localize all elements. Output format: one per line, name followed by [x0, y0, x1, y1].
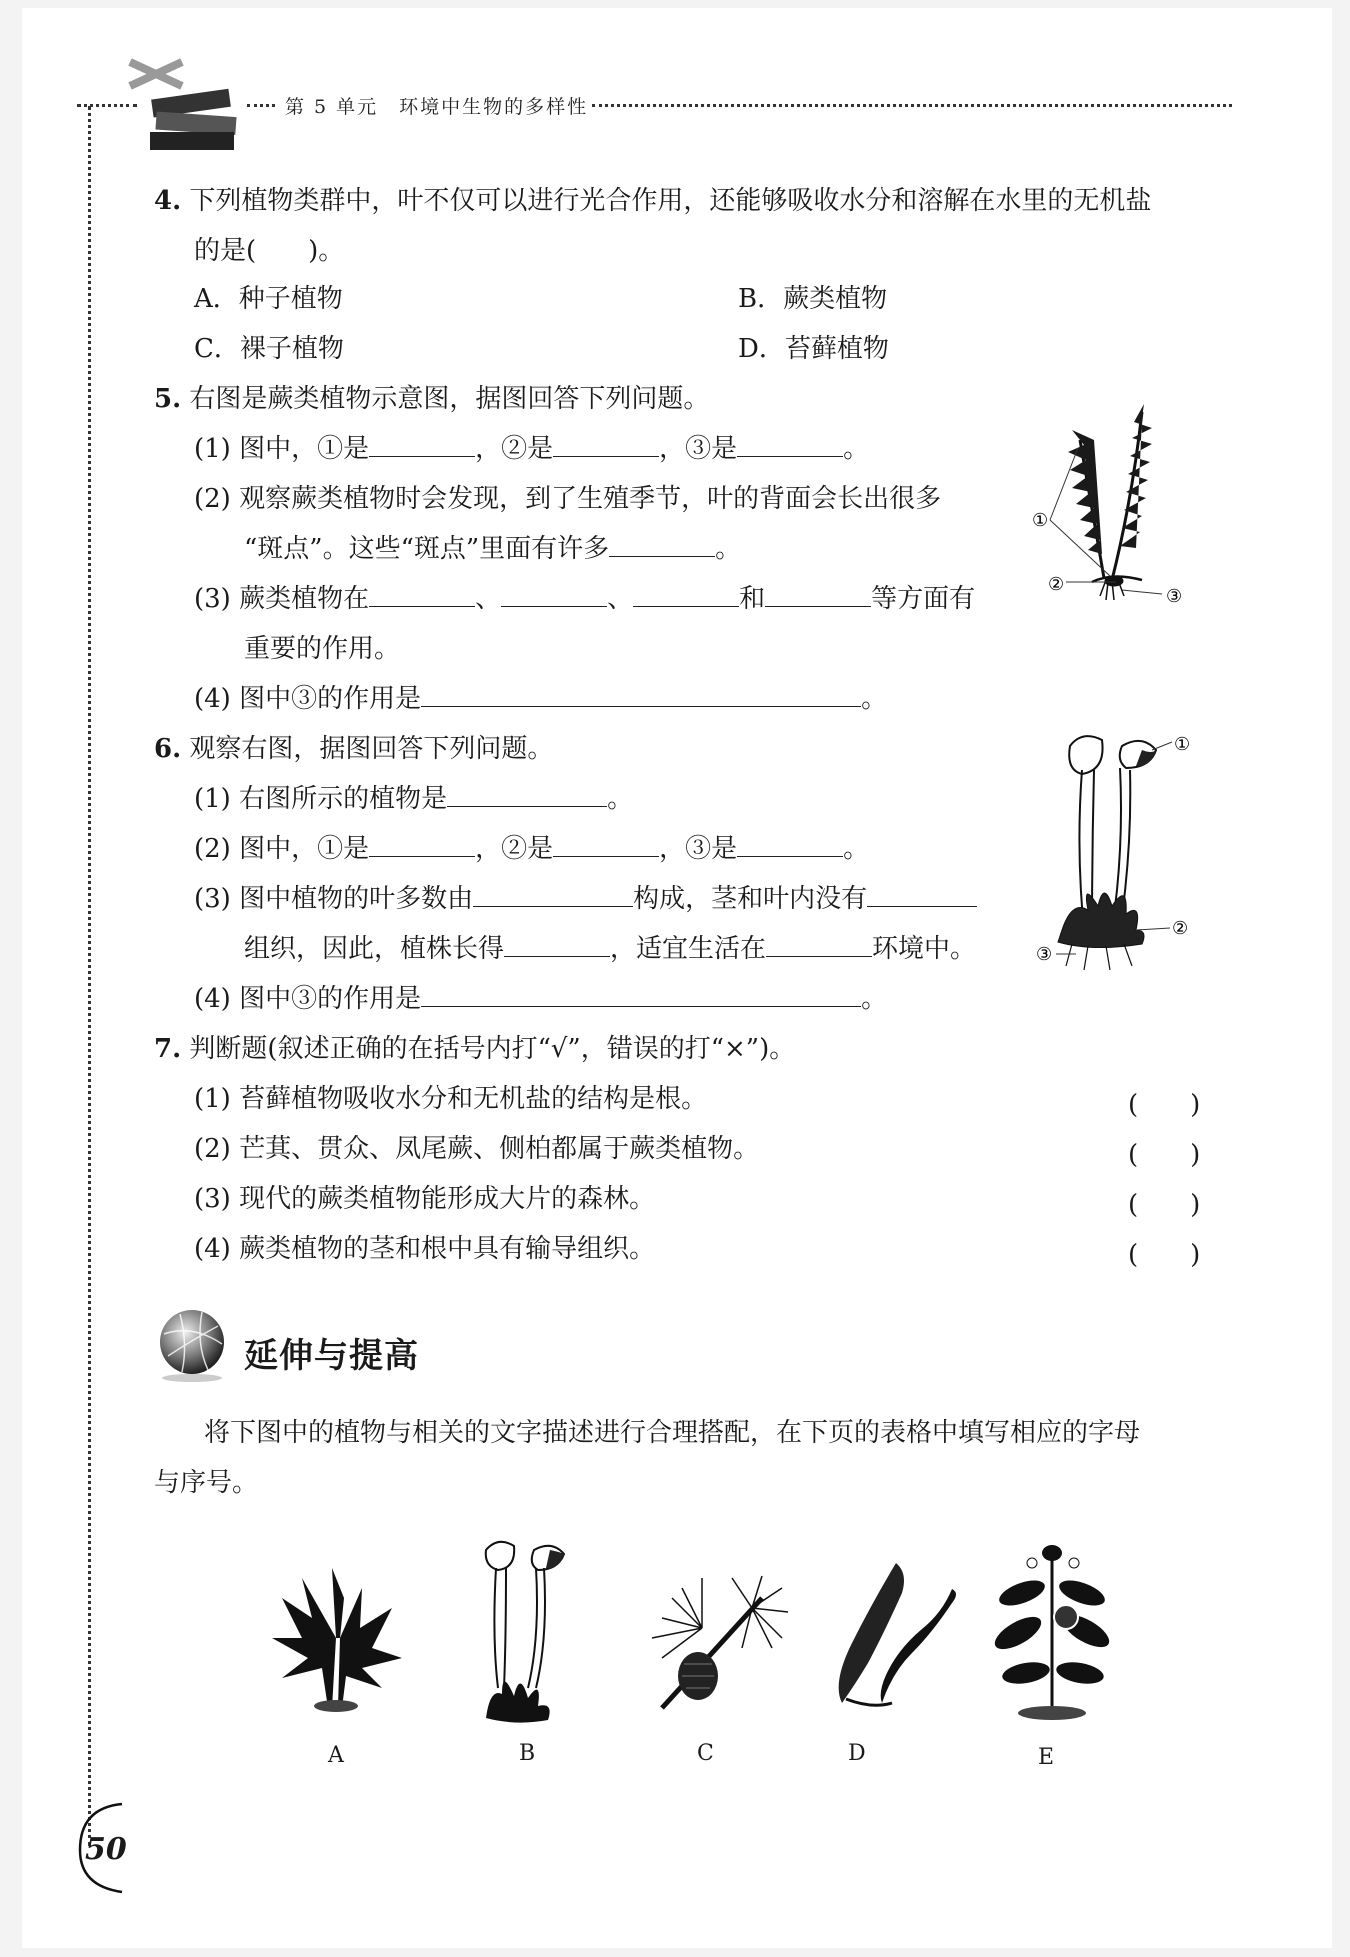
q5-sub4	[194, 684, 887, 715]
sub-text: 和	[739, 584, 766, 614]
answer-blank[interactable]	[473, 884, 633, 907]
book-stack-icon	[122, 48, 272, 158]
page-margin-dotted-line	[88, 106, 91, 1846]
fern-label-1: ①	[1032, 510, 1049, 531]
judgment-answer-2[interactable]: ( )	[1128, 1140, 1201, 1170]
sub-text: (4) 图中③的作用是	[194, 684, 422, 714]
sub-text: ，②是	[475, 834, 554, 864]
q6-sub2	[194, 834, 869, 865]
sub-text: 环境中。	[872, 934, 977, 964]
answer-blank[interactable]	[501, 584, 607, 607]
answer-blank[interactable]	[421, 984, 861, 1007]
question-text: 观察右图，据图回答下列问题。	[189, 734, 554, 764]
globe-icon	[152, 1304, 232, 1384]
plant-e-flowering-icon	[982, 1533, 1122, 1723]
sub-text: 。	[861, 984, 888, 1014]
fern-figure	[1022, 400, 1222, 630]
unit-title: 第 5 单元 环境中生物的多样性	[285, 96, 589, 118]
sub-text: 。	[843, 434, 870, 464]
extension-text-line2: 与序号。	[154, 1468, 259, 1498]
judgment-answer-3[interactable]: ( )	[1128, 1190, 1201, 1220]
judgment-answer-1[interactable]: ( )	[1128, 1090, 1201, 1120]
sub-text: 组织，因此，植株长得	[244, 934, 505, 964]
answer-blank[interactable]	[369, 434, 475, 457]
answer-blank[interactable]	[633, 584, 739, 607]
plant-label-c: C	[697, 1741, 714, 1766]
workbook-page	[22, 8, 1332, 1948]
answer-blank[interactable]	[421, 684, 861, 707]
answer-blank[interactable]	[737, 434, 843, 457]
sub-text: 。	[861, 684, 888, 714]
question-7-stem	[154, 1034, 795, 1065]
question-text: 判断题(叙述正确的在括号内打“√”，错误的打“×”)。	[189, 1034, 796, 1064]
option-a[interactable]: A．种子植物	[194, 284, 343, 314]
header-dotted-line-mid	[247, 104, 275, 107]
answer-blank[interactable]	[765, 584, 871, 607]
section-title: 延伸与提高	[244, 1336, 419, 1376]
fern-fronds	[1068, 404, 1152, 600]
sub-text: “斑点”。这些“斑点”里面有许多	[244, 534, 610, 564]
moss-label-3: ③	[1036, 944, 1053, 965]
question-text: 下列植物类群中，叶不仅可以进行光合作用，还能够吸收水分和溶解在水里的无机盐	[189, 186, 1152, 216]
extension-text-line1: 将下图中的植物与相关的文字描述进行合理搭配，在下页的表格中填写相应的字母	[204, 1418, 1141, 1448]
judgment-item-3: (3) 现代的蕨类植物能形成大片的森林。	[194, 1184, 656, 1214]
sub-text: ，③是	[659, 434, 738, 464]
q5-sub1	[194, 434, 869, 465]
sub-text: ，适宜生活在	[610, 934, 767, 964]
sub-text: (4) 图中③的作用是	[194, 984, 422, 1014]
header-dotted-line-right	[592, 104, 1232, 107]
question-number: 5.	[154, 384, 182, 414]
moss-figure	[1032, 730, 1232, 980]
sub-text: 等方面有	[871, 584, 976, 614]
sub-text: 构成，茎和叶内没有	[633, 884, 868, 914]
answer-blank[interactable]	[737, 834, 843, 857]
sub-text: 。	[843, 834, 870, 864]
answer-blank[interactable]	[766, 934, 872, 957]
sub-text: (3) 蕨类植物在	[194, 584, 370, 614]
answer-blank[interactable]	[609, 534, 715, 557]
q6-sub3-line1	[194, 884, 977, 915]
option-c[interactable]: C．裸子植物	[194, 334, 344, 364]
option-d[interactable]: D．苔藓植物	[738, 334, 889, 364]
sub-text: 。	[607, 784, 634, 814]
sub-text: 、	[475, 584, 502, 614]
answer-blank[interactable]	[553, 834, 659, 857]
sub-text: (1) 图中，①是	[194, 434, 370, 464]
question-number: 7.	[154, 1034, 182, 1064]
q5-sub2-line2	[244, 534, 741, 565]
question-number: 4.	[154, 186, 182, 216]
sub-text: ，②是	[475, 434, 554, 464]
plant-label-e: E	[1038, 1745, 1055, 1770]
answer-blank[interactable]	[504, 934, 610, 957]
plant-d-seaweed-icon	[812, 1553, 962, 1713]
question-4-stem-line1	[154, 186, 1151, 217]
fern-label-3: ③	[1166, 586, 1183, 607]
plant-b-moss-icon	[462, 1538, 582, 1728]
q5-sub3-line2: 重要的作用。	[244, 634, 401, 664]
answer-blank[interactable]	[447, 784, 607, 807]
answer-blank[interactable]	[369, 834, 475, 857]
option-b[interactable]: B．蕨类植物	[738, 284, 888, 314]
sub-text: 。	[715, 534, 742, 564]
judgment-answer-4[interactable]: ( )	[1128, 1240, 1201, 1270]
question-6-stem	[154, 734, 553, 765]
plant-label-a: A	[328, 1743, 344, 1768]
question-text: 右图是蕨类植物示意图，据图回答下列问题。	[189, 384, 710, 414]
question-5-stem	[154, 384, 709, 415]
moss-label-2: ②	[1172, 918, 1189, 939]
q5-sub2-line1: (2) 观察蕨类植物时会发现，到了生殖季节，叶的背面会长出很多	[194, 484, 942, 514]
plant-a-fern-icon	[262, 1558, 412, 1718]
q5-sub3-line1	[194, 584, 975, 615]
moss-label-1: ①	[1174, 734, 1191, 755]
plant-label-b: B	[519, 1741, 536, 1766]
q6-sub4	[194, 984, 887, 1015]
judgment-item-2: (2) 芒萁、贯众、凤尾蕨、侧柏都属于蕨类植物。	[194, 1134, 760, 1164]
sub-text: ，③是	[659, 834, 738, 864]
plant-label-d: D	[848, 1741, 866, 1766]
header-dotted-line-left	[77, 104, 137, 107]
q6-sub1	[194, 784, 633, 815]
plant-c-pine-icon	[642, 1568, 792, 1718]
fern-label-2: ②	[1048, 574, 1065, 595]
answer-blank[interactable]	[553, 434, 659, 457]
judgment-item-1: (1) 苔藓植物吸收水分和无机盐的结构是根。	[194, 1084, 708, 1114]
question-4-stem-line2: 的是( )。	[194, 236, 345, 266]
sub-text: 、	[607, 584, 634, 614]
q6-sub3-line2	[244, 934, 976, 965]
sub-text: (1) 右图所示的植物是	[194, 784, 448, 814]
question-number: 6.	[154, 734, 182, 764]
page-number: 50	[85, 1832, 127, 1867]
sub-text: (3) 图中植物的叶多数由	[194, 884, 474, 914]
judgment-item-4: (4) 蕨类植物的茎和根中具有输导组织。	[194, 1234, 656, 1264]
answer-blank[interactable]	[369, 584, 475, 607]
sub-text: (2) 图中，①是	[194, 834, 370, 864]
answer-blank[interactable]	[867, 884, 977, 907]
